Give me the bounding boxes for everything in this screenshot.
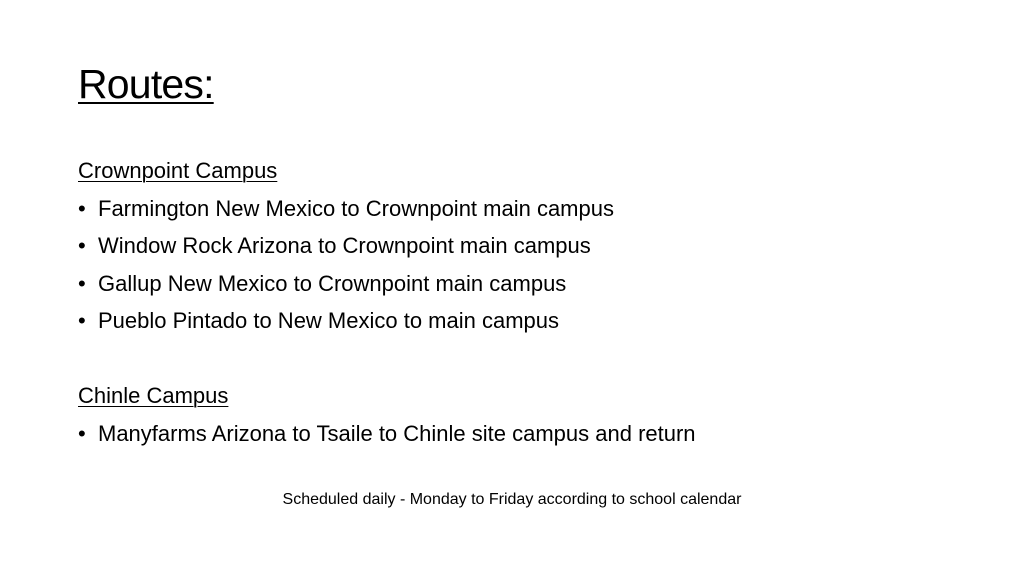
bullet-icon: • bbox=[78, 270, 86, 296]
route-text: Gallup New Mexico to Crownpoint main campus bbox=[98, 270, 567, 296]
bullet-icon: • bbox=[78, 308, 86, 333]
route-list-chinle bbox=[78, 415, 958, 453]
route-text: Farmington New Mexico to Crownpoint main campus bbox=[98, 195, 614, 221]
slide-title: Routes: bbox=[78, 61, 214, 107]
slide-body bbox=[78, 152, 958, 452]
route-item bbox=[78, 265, 958, 303]
bullet-icon: • bbox=[78, 233, 86, 258]
route-item bbox=[78, 302, 958, 340]
section-heading-crownpoint: Crownpoint Campus bbox=[78, 158, 278, 183]
bullet-icon: • bbox=[78, 420, 86, 446]
route-item bbox=[78, 190, 958, 228]
route-item bbox=[78, 227, 958, 265]
section-heading-chinle: Chinle Campus bbox=[78, 383, 229, 408]
route-text: Window Rock Arizona to Crownpoint main campus bbox=[98, 233, 591, 258]
section-spacer bbox=[78, 340, 958, 378]
section-chinle-campus bbox=[78, 377, 958, 452]
route-text: Pueblo Pintado to New Mexico to main campus bbox=[98, 308, 560, 333]
route-list-crownpoint bbox=[78, 190, 958, 340]
section-crownpoint-campus bbox=[78, 152, 958, 340]
route-text: Manyfarms Arizona to Tsaile to Chinle site campus and return bbox=[98, 420, 696, 446]
schedule-note: Scheduled daily - Monday to Friday according to school calendar bbox=[282, 491, 742, 508]
bullet-icon: • bbox=[78, 195, 86, 221]
route-item bbox=[78, 415, 958, 453]
